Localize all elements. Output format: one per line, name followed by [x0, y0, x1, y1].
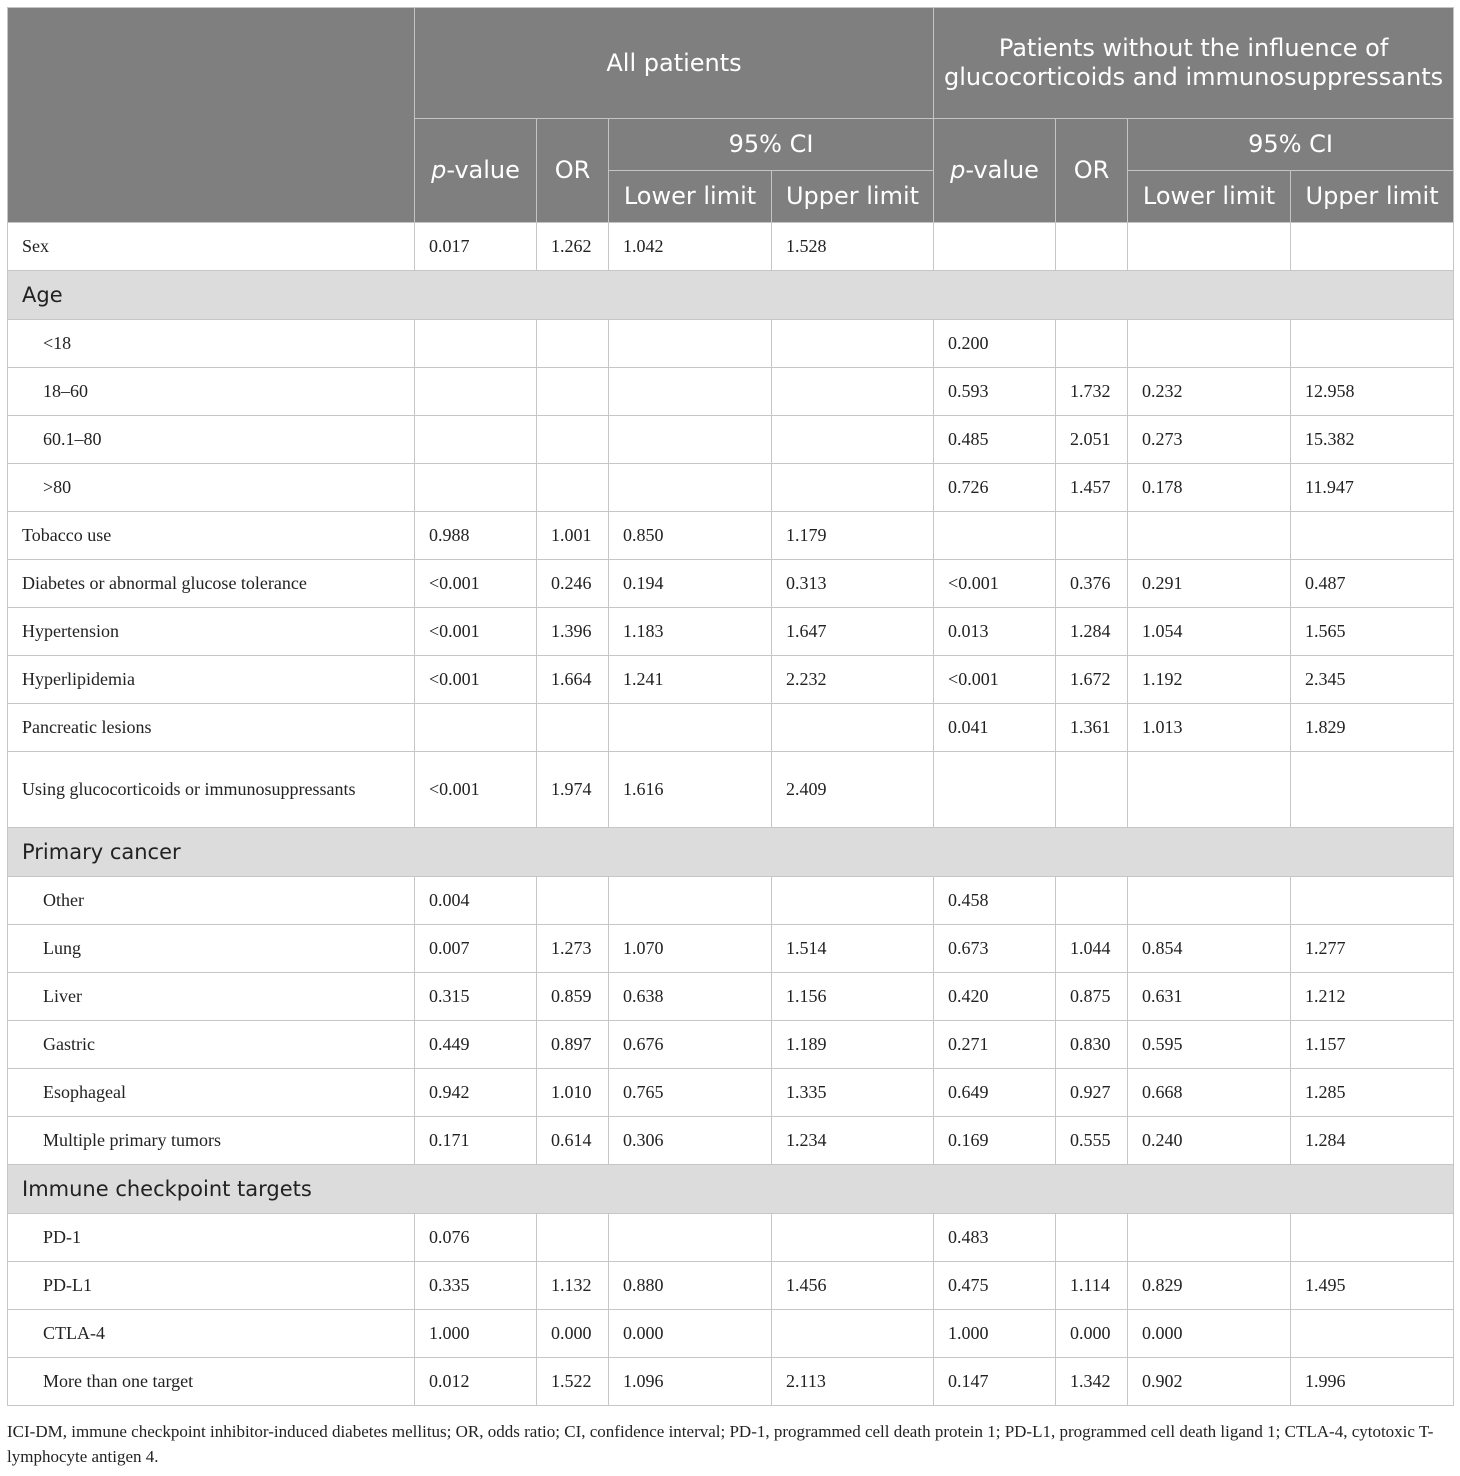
row-label: 60.1–80	[8, 416, 415, 464]
value-cell: 0.271	[934, 1021, 1056, 1069]
row-label: <18	[8, 320, 415, 368]
value-cell: 0.004	[415, 877, 537, 925]
table-row	[8, 1358, 1454, 1406]
header-corner-cell	[8, 8, 415, 223]
value-cell: 1.156	[772, 973, 934, 1021]
value-cell	[1291, 223, 1454, 271]
value-cell: 1.514	[772, 925, 934, 973]
value-cell	[415, 320, 537, 368]
value-cell: 0.988	[415, 512, 537, 560]
row-label: Tobacco use	[8, 512, 415, 560]
value-cell: 12.958	[1291, 368, 1454, 416]
value-cell: 1.183	[609, 608, 772, 656]
value-cell	[772, 704, 934, 752]
value-cell	[1056, 752, 1128, 828]
value-cell: 0.240	[1128, 1117, 1291, 1165]
section-heading: Immune checkpoint targets	[8, 1165, 1454, 1214]
value-cell: 2.409	[772, 752, 934, 828]
value-cell	[609, 464, 772, 512]
header-upper-limit: Upper limit	[1291, 171, 1454, 223]
value-cell: 0.013	[934, 608, 1056, 656]
p-italic-label: p	[431, 156, 447, 184]
header-95ci: 95% CI	[609, 119, 934, 171]
value-cell: 0.475	[934, 1262, 1056, 1310]
section-row	[8, 828, 1454, 877]
row-label: Lung	[8, 925, 415, 973]
value-cell: 1.114	[1056, 1262, 1128, 1310]
value-cell	[1056, 512, 1128, 560]
value-cell: 0.859	[537, 973, 609, 1021]
value-cell: 1.285	[1291, 1069, 1454, 1117]
value-cell: 1.361	[1056, 704, 1128, 752]
table-row	[8, 608, 1454, 656]
value-cell	[772, 464, 934, 512]
value-cell: 1.273	[537, 925, 609, 973]
value-cell	[1128, 877, 1291, 925]
value-cell	[1291, 877, 1454, 925]
p-value-suffix-label: -value	[965, 156, 1039, 184]
value-cell	[609, 877, 772, 925]
value-cell: 1.647	[772, 608, 934, 656]
value-cell: 0.246	[537, 560, 609, 608]
value-cell: 0.942	[415, 1069, 537, 1117]
value-cell: 0.638	[609, 973, 772, 1021]
value-cell: 1.457	[1056, 464, 1128, 512]
value-cell: 1.234	[772, 1117, 934, 1165]
value-cell	[415, 464, 537, 512]
value-cell: <0.001	[415, 656, 537, 704]
table-body	[8, 223, 1454, 1406]
value-cell	[934, 752, 1056, 828]
value-cell: 0.000	[609, 1310, 772, 1358]
value-cell: 1.616	[609, 752, 772, 828]
table-row	[8, 752, 1454, 828]
value-cell	[772, 416, 934, 464]
value-cell	[772, 1214, 934, 1262]
value-cell	[537, 877, 609, 925]
value-cell: 1.054	[1128, 608, 1291, 656]
value-cell	[1291, 752, 1454, 828]
value-cell: 1.179	[772, 512, 934, 560]
value-cell: 0.178	[1128, 464, 1291, 512]
row-label: >80	[8, 464, 415, 512]
value-cell: 2.232	[772, 656, 934, 704]
value-cell: 0.487	[1291, 560, 1454, 608]
value-cell	[415, 416, 537, 464]
table-footnote: ICI-DM, immune checkpoint inhibitor-induced diabetes mellitus; OR, odds ratio; CI, confidence interval; PD-1, programmed cell death protein 1; PD-L1, programmed cell death ligand 1; CTLA-4, cytotoxic T-lymphocyte antigen 4.	[7, 1422, 1434, 1466]
value-cell	[537, 368, 609, 416]
value-cell: 0.829	[1128, 1262, 1291, 1310]
header-p-value	[934, 119, 1056, 223]
table-row	[8, 877, 1454, 925]
section-row	[8, 271, 1454, 320]
value-cell: 1.996	[1291, 1358, 1454, 1406]
value-cell: <0.001	[415, 608, 537, 656]
value-cell: 0.555	[1056, 1117, 1128, 1165]
value-cell: 0.830	[1056, 1021, 1128, 1069]
value-cell	[1128, 512, 1291, 560]
row-label: More than one target	[8, 1358, 415, 1406]
value-cell	[415, 368, 537, 416]
value-cell: 1.565	[1291, 608, 1454, 656]
value-cell: 0.273	[1128, 416, 1291, 464]
value-cell	[537, 464, 609, 512]
value-cell: 0.614	[537, 1117, 609, 1165]
value-cell: 1.013	[1128, 704, 1291, 752]
value-cell: 1.001	[537, 512, 609, 560]
value-cell: 1.284	[1056, 608, 1128, 656]
value-cell: 0.000	[1056, 1310, 1128, 1358]
value-cell	[934, 512, 1056, 560]
section-heading: Primary cancer	[8, 828, 1454, 877]
value-cell	[1291, 320, 1454, 368]
value-cell: 1.132	[537, 1262, 609, 1310]
value-cell	[609, 320, 772, 368]
value-cell: 0.673	[934, 925, 1056, 973]
row-label: Liver	[8, 973, 415, 1021]
value-cell	[1056, 1214, 1128, 1262]
value-cell	[537, 1214, 609, 1262]
table-row	[8, 1214, 1454, 1262]
table-row	[8, 320, 1454, 368]
value-cell: 0.335	[415, 1262, 537, 1310]
value-cell: 2.051	[1056, 416, 1128, 464]
value-cell: <0.001	[415, 560, 537, 608]
value-cell: 1.189	[772, 1021, 934, 1069]
value-cell: 1.732	[1056, 368, 1128, 416]
table-row	[8, 512, 1454, 560]
value-cell	[1128, 1214, 1291, 1262]
value-cell: 1.000	[415, 1310, 537, 1358]
table-row	[8, 1021, 1454, 1069]
table-row	[8, 416, 1454, 464]
header-upper-limit: Upper limit	[772, 171, 934, 223]
header-group-without-influence: Patients without the influence of glucocorticoids and immunosuppressants	[934, 8, 1454, 119]
value-cell	[537, 704, 609, 752]
value-cell: 1.829	[1291, 704, 1454, 752]
value-cell: 1.212	[1291, 973, 1454, 1021]
table-row	[8, 223, 1454, 271]
value-cell: 0.315	[415, 973, 537, 1021]
value-cell	[1128, 223, 1291, 271]
value-cell: 0.854	[1128, 925, 1291, 973]
row-label: Sex	[8, 223, 415, 271]
value-cell: <0.001	[934, 560, 1056, 608]
value-cell: 0.483	[934, 1214, 1056, 1262]
row-label: Esophageal	[8, 1069, 415, 1117]
value-cell: 0.313	[772, 560, 934, 608]
value-cell	[415, 704, 537, 752]
value-cell: 1.672	[1056, 656, 1128, 704]
row-label: Hyperlipidemia	[8, 656, 415, 704]
table-row	[8, 1310, 1454, 1358]
value-cell: 0.076	[415, 1214, 537, 1262]
value-cell: 1.044	[1056, 925, 1128, 973]
value-cell: 0.726	[934, 464, 1056, 512]
results-table	[7, 7, 1454, 1406]
value-cell: 0.875	[1056, 973, 1128, 1021]
row-label: 18–60	[8, 368, 415, 416]
value-cell: 0.458	[934, 877, 1056, 925]
value-cell: 0.765	[609, 1069, 772, 1117]
table-row	[8, 656, 1454, 704]
table-row	[8, 925, 1454, 973]
value-cell: 0.171	[415, 1117, 537, 1165]
row-label: Diabetes or abnormal glucose tolerance	[8, 560, 415, 608]
value-cell: 1.396	[537, 608, 609, 656]
value-cell	[609, 416, 772, 464]
row-label: PD-1	[8, 1214, 415, 1262]
value-cell	[537, 416, 609, 464]
header-lower-limit: Lower limit	[609, 171, 772, 223]
value-cell	[772, 320, 934, 368]
value-cell	[1291, 1214, 1454, 1262]
value-cell	[1056, 877, 1128, 925]
value-cell: 1.096	[609, 1358, 772, 1406]
value-cell: 15.382	[1291, 416, 1454, 464]
value-cell: 0.000	[537, 1310, 609, 1358]
row-label: Gastric	[8, 1021, 415, 1069]
value-cell: 0.668	[1128, 1069, 1291, 1117]
value-cell: 1.241	[609, 656, 772, 704]
header-or: OR	[1056, 119, 1128, 223]
value-cell: 1.522	[537, 1358, 609, 1406]
p-value-suffix-label: -value	[446, 156, 520, 184]
value-cell: 1.664	[537, 656, 609, 704]
value-cell	[1128, 752, 1291, 828]
table-row	[8, 464, 1454, 512]
row-label: Using glucocorticoids or immunosuppressants	[8, 752, 415, 828]
value-cell	[609, 704, 772, 752]
value-cell	[1056, 320, 1128, 368]
value-cell: 1.070	[609, 925, 772, 973]
value-cell: 0.291	[1128, 560, 1291, 608]
value-cell: 0.000	[1128, 1310, 1291, 1358]
section-row	[8, 1165, 1454, 1214]
value-cell: 1.974	[537, 752, 609, 828]
table-row	[8, 1117, 1454, 1165]
value-cell: 2.113	[772, 1358, 934, 1406]
table-header	[8, 8, 1454, 223]
value-cell: 0.676	[609, 1021, 772, 1069]
value-cell: 1.000	[934, 1310, 1056, 1358]
value-cell: 0.927	[1056, 1069, 1128, 1117]
row-label: Multiple primary tumors	[8, 1117, 415, 1165]
table-row	[8, 1069, 1454, 1117]
value-cell: 1.342	[1056, 1358, 1128, 1406]
value-cell: 0.880	[609, 1262, 772, 1310]
value-cell: 0.007	[415, 925, 537, 973]
value-cell: 0.200	[934, 320, 1056, 368]
value-cell: 1.335	[772, 1069, 934, 1117]
value-cell: 1.456	[772, 1262, 934, 1310]
value-cell	[1128, 320, 1291, 368]
table-row	[8, 560, 1454, 608]
value-cell: 0.897	[537, 1021, 609, 1069]
value-cell: 0.232	[1128, 368, 1291, 416]
value-cell: 0.485	[934, 416, 1056, 464]
value-cell	[537, 320, 609, 368]
value-cell: <0.001	[415, 752, 537, 828]
row-label: PD-L1	[8, 1262, 415, 1310]
row-label: Pancreatic lesions	[8, 704, 415, 752]
value-cell	[1291, 512, 1454, 560]
value-cell: 1.528	[772, 223, 934, 271]
table-row	[8, 368, 1454, 416]
row-label: Other	[8, 877, 415, 925]
value-cell: 0.420	[934, 973, 1056, 1021]
value-cell	[1056, 223, 1128, 271]
value-cell: 1.262	[537, 223, 609, 271]
value-cell: 0.017	[415, 223, 537, 271]
value-cell: 0.593	[934, 368, 1056, 416]
value-cell: 0.850	[609, 512, 772, 560]
value-cell: 0.631	[1128, 973, 1291, 1021]
value-cell: 0.147	[934, 1358, 1056, 1406]
value-cell: 1.277	[1291, 925, 1454, 973]
value-cell	[772, 1310, 934, 1358]
value-cell	[772, 877, 934, 925]
header-group-all-patients: All patients	[415, 8, 934, 119]
value-cell: 1.157	[1291, 1021, 1454, 1069]
value-cell	[934, 223, 1056, 271]
row-label: Hypertension	[8, 608, 415, 656]
value-cell: 0.376	[1056, 560, 1128, 608]
value-cell: <0.001	[934, 656, 1056, 704]
header-lower-limit: Lower limit	[1128, 171, 1291, 223]
value-cell: 0.449	[415, 1021, 537, 1069]
value-cell	[609, 368, 772, 416]
table-row	[8, 1262, 1454, 1310]
value-cell: 0.902	[1128, 1358, 1291, 1406]
value-cell	[609, 1214, 772, 1262]
row-label: CTLA-4	[8, 1310, 415, 1358]
value-cell: 0.649	[934, 1069, 1056, 1117]
value-cell: 0.012	[415, 1358, 537, 1406]
p-italic-label: p	[950, 156, 966, 184]
value-cell: 0.041	[934, 704, 1056, 752]
value-cell: 1.010	[537, 1069, 609, 1117]
value-cell: 0.595	[1128, 1021, 1291, 1069]
value-cell: 1.192	[1128, 656, 1291, 704]
value-cell: 1.042	[609, 223, 772, 271]
value-cell: 2.345	[1291, 656, 1454, 704]
header-p-value	[415, 119, 537, 223]
value-cell: 11.947	[1291, 464, 1454, 512]
value-cell: 0.306	[609, 1117, 772, 1165]
section-heading: Age	[8, 271, 1454, 320]
table-row	[8, 973, 1454, 1021]
value-cell: 0.194	[609, 560, 772, 608]
value-cell: 1.284	[1291, 1117, 1454, 1165]
header-95ci: 95% CI	[1128, 119, 1454, 171]
value-cell	[1291, 1310, 1454, 1358]
table-row	[8, 704, 1454, 752]
value-cell: 0.169	[934, 1117, 1056, 1165]
value-cell	[772, 368, 934, 416]
value-cell: 1.495	[1291, 1262, 1454, 1310]
header-or: OR	[537, 119, 609, 223]
